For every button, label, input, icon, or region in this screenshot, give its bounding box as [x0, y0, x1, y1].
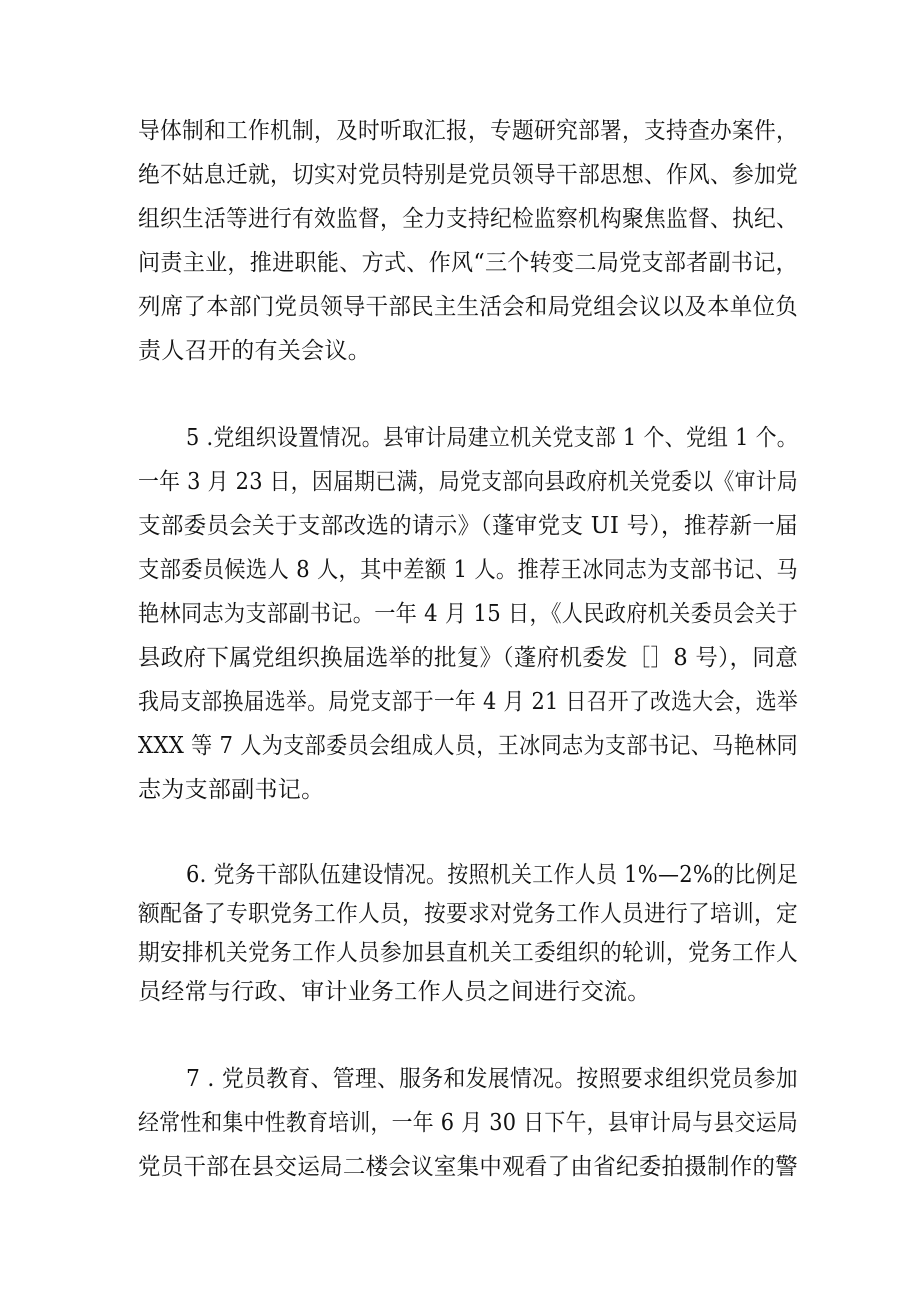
- text-line: 艳林同志为支部副书记。一年 4 月 15 日，《人民政府机关委员会关于: [138, 601, 798, 627]
- text-line: 县政府下属党组织换届选举的批复》（蓬府机委发［］8 号），同意: [138, 645, 798, 671]
- text-line: 6. 党务干部队伍建设情况。按照机关工作人员 1%—2%的比例足: [186, 862, 798, 888]
- text-line: 7 . 党员教育、管理、服务和发展情况。按照要求组织党员参加: [186, 1066, 798, 1092]
- text-line: 期安排机关党务工作人员参加县直机关工委组织的轮训，党务工作人: [138, 940, 798, 966]
- text-line: 支部委员候选人 8 人，其中差额 1 人。推荐王冰同志为支部书记、马: [138, 557, 798, 583]
- text-line: 绝不姑息迁就，切实对党员特别是党员领导干部思想、作风、参加党: [138, 162, 798, 188]
- text-line: 列席了本部门党员领导干部民主生活会和局党组会议以及本单位负: [138, 294, 798, 320]
- text-line: 额配备了专职党务工作人员，按要求对党务工作人员进行了培训，定: [138, 901, 798, 927]
- text-line: 一年 3 月 23 日，因届期已满，局党支部向县政府机关党委以《审计局: [138, 469, 798, 495]
- text-line: 员经常与行政、审计业务工作人员之间进行交流。: [138, 979, 651, 1005]
- text-line: 志为支部副书记。: [138, 777, 325, 803]
- text-line: 经常性和集中性教育培训，一年 6 月 30 日下午，县审计局与县交运局: [138, 1110, 798, 1136]
- text-line: 责人召开的有关会议。: [138, 338, 371, 364]
- text-line: 5 .党组织设置情况。县审计局建立机关党支部 1 个、党组 1 个。: [186, 425, 798, 451]
- text-line: XXX 等 7 人为支部委员会组成人员，王冰同志为支部书记、马艳林同: [138, 733, 798, 759]
- text-line: 问责主业，推进职能、方式、作风“三个转变二局党支部者副书记，: [138, 250, 798, 276]
- text-line: 党员干部在县交运局二楼会议室集中观看了由省纪委拍摄制作的警: [138, 1154, 798, 1180]
- text-line: 组织生活等进行有效监督，全力支持纪检监察机构聚焦监督、执纪、: [138, 206, 798, 232]
- text-line: 支部委员会关于支部改选的请示》（蓬审党支 UI 号），推荐新一届: [138, 513, 798, 539]
- text-line: 导体制和工作机制，及时听取汇报，专题研究部署，支持查办案件，: [138, 118, 798, 144]
- text-line: 我局支部换届选举。局党支部于一年 4 月 21 日召开了改选大会，选举: [138, 689, 798, 715]
